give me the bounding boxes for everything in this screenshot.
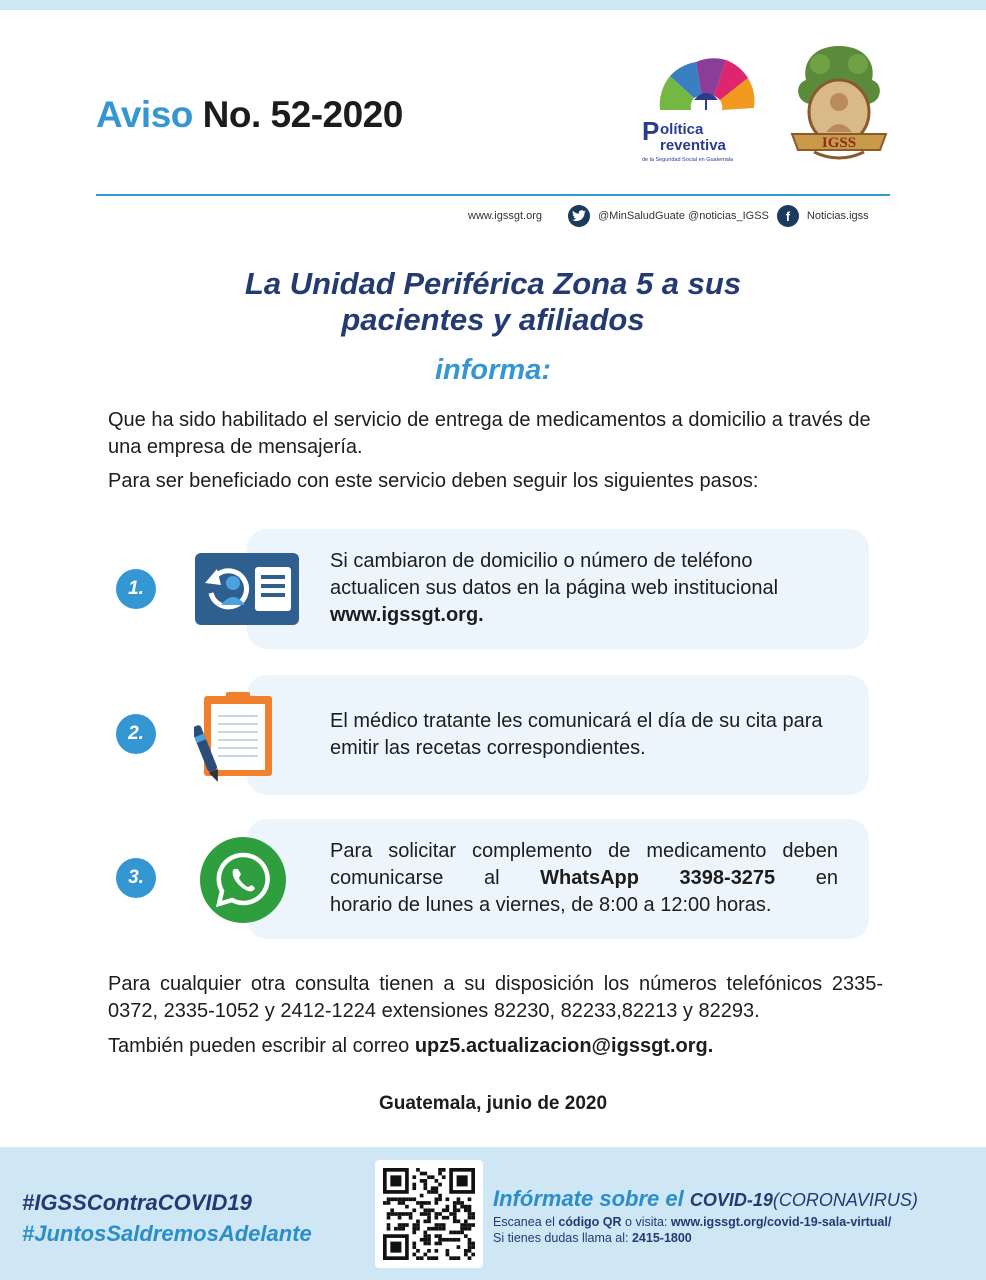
informa-heading: informa: bbox=[435, 354, 551, 386]
header-divider bbox=[96, 194, 890, 196]
step-number-3: 3. bbox=[116, 858, 156, 898]
step-3-body: Para solicitar complemento de medicamento deben comunicarse al bbox=[330, 840, 838, 889]
step-3-whatsapp: WhatsApp 3398-3275 bbox=[540, 867, 776, 889]
info-line-phone bbox=[493, 1231, 692, 1245]
contact-email[interactable]: upz5.actualizacion@igssgt.org. bbox=[414, 1035, 714, 1057]
contact-phones: Para cualquier otra consulta tienen a su disposición los números telefónicos 2335-0372, 2335-1052 y 2412-1224 extensiones 82230, 82233,82213 y 82293. bbox=[108, 973, 883, 1022]
headline-line2: pacientes y afiliados bbox=[341, 302, 645, 337]
steps-intro: Para ser beneficiado con este servicio deben seguir los siguientes pasos: bbox=[108, 470, 759, 492]
info-line2-a: Si tienes dudas llama al: bbox=[493, 1231, 629, 1245]
social-bar bbox=[468, 205, 869, 227]
facebook-handle[interactable]: Noticias.igss bbox=[806, 210, 869, 222]
top-stripe bbox=[0, 0, 986, 10]
svg-text:IGSS: IGSS bbox=[821, 135, 857, 151]
step-3-schedule: horario de lunes a viernes, de 8:00 a 12:00 horas. bbox=[330, 894, 772, 916]
step-1-website[interactable]: www.igssgt.org. bbox=[330, 604, 484, 626]
svg-text:reventiva: reventiva bbox=[660, 137, 726, 154]
info-line-qr bbox=[493, 1215, 891, 1229]
profile-update-icon bbox=[195, 553, 299, 625]
svg-text:de la Seguridad Social en Guat: de la Seguridad Social en Guatemala bbox=[642, 157, 734, 163]
info-coronavirus: (CORONAVIRUS) bbox=[772, 1190, 918, 1210]
info-line1-qr: código QR bbox=[558, 1215, 622, 1229]
info-covid: COVID-19 bbox=[689, 1190, 773, 1210]
whatsapp-icon bbox=[200, 837, 286, 923]
politica-preventiva-logo bbox=[636, 48, 772, 166]
clipboard-pen-icon bbox=[194, 690, 274, 786]
hashtag-juntos: #JuntosSaldremosAdelante bbox=[22, 1221, 312, 1246]
twitter-icon bbox=[568, 205, 590, 227]
twitter-handles[interactable]: @MinSaludGuate @noticias_IGSS bbox=[597, 210, 769, 222]
step-2-text: El médico tratante les comunicará el día de su cita para emitir las recetas correspondientes. bbox=[330, 710, 823, 759]
step-1-text bbox=[330, 548, 838, 629]
contact-email-prefix: También pueden escribir al correo bbox=[108, 1035, 410, 1057]
igss-logo bbox=[784, 40, 894, 166]
contact-email-line bbox=[108, 1033, 883, 1060]
facebook-icon: f bbox=[777, 205, 799, 227]
notice-title bbox=[96, 94, 403, 136]
svg-text:olítica: olítica bbox=[660, 121, 704, 138]
qr-code[interactable] bbox=[375, 1160, 483, 1268]
step-number-2: 2. bbox=[116, 714, 156, 754]
website-link[interactable]: www.igssgt.org bbox=[468, 210, 542, 222]
info-line1-b: o visita: bbox=[625, 1215, 668, 1229]
intro-paragraph: Que ha sido habilitado el servicio de entrega de medicamentos a domicilio a través de una empresa de mensajería. bbox=[108, 409, 871, 458]
info-title bbox=[493, 1186, 918, 1212]
qr-code-icon bbox=[383, 1168, 475, 1260]
info-title-text: Infórmate sobre el bbox=[493, 1186, 684, 1211]
headline-line1: La Unidad Periférica Zona 5 a sus bbox=[244, 266, 742, 301]
step-3-connector: en bbox=[815, 867, 839, 889]
headline bbox=[0, 266, 986, 338]
info-line1-url[interactable]: www.igssgt.org/covid-19-sala-virtual/ bbox=[670, 1215, 892, 1229]
info-line2-phone: 2415-1800 bbox=[631, 1231, 692, 1245]
step-3-text bbox=[330, 838, 838, 919]
hashtag-covid: #IGSSContraCOVID19 bbox=[22, 1190, 252, 1215]
date-line: Guatemala, junio de 2020 bbox=[378, 1093, 608, 1114]
info-line1-a: Escanea el bbox=[493, 1215, 555, 1229]
notice-number: No. 52-2020 bbox=[202, 94, 403, 135]
step-number-1: 1. bbox=[116, 569, 156, 609]
notice-word: Aviso bbox=[96, 94, 193, 135]
svg-text:P: P bbox=[642, 116, 660, 146]
step-1-body: Si cambiaron de domicilio o número de teléfono actualicen sus datos en la página web institucional bbox=[330, 550, 779, 599]
